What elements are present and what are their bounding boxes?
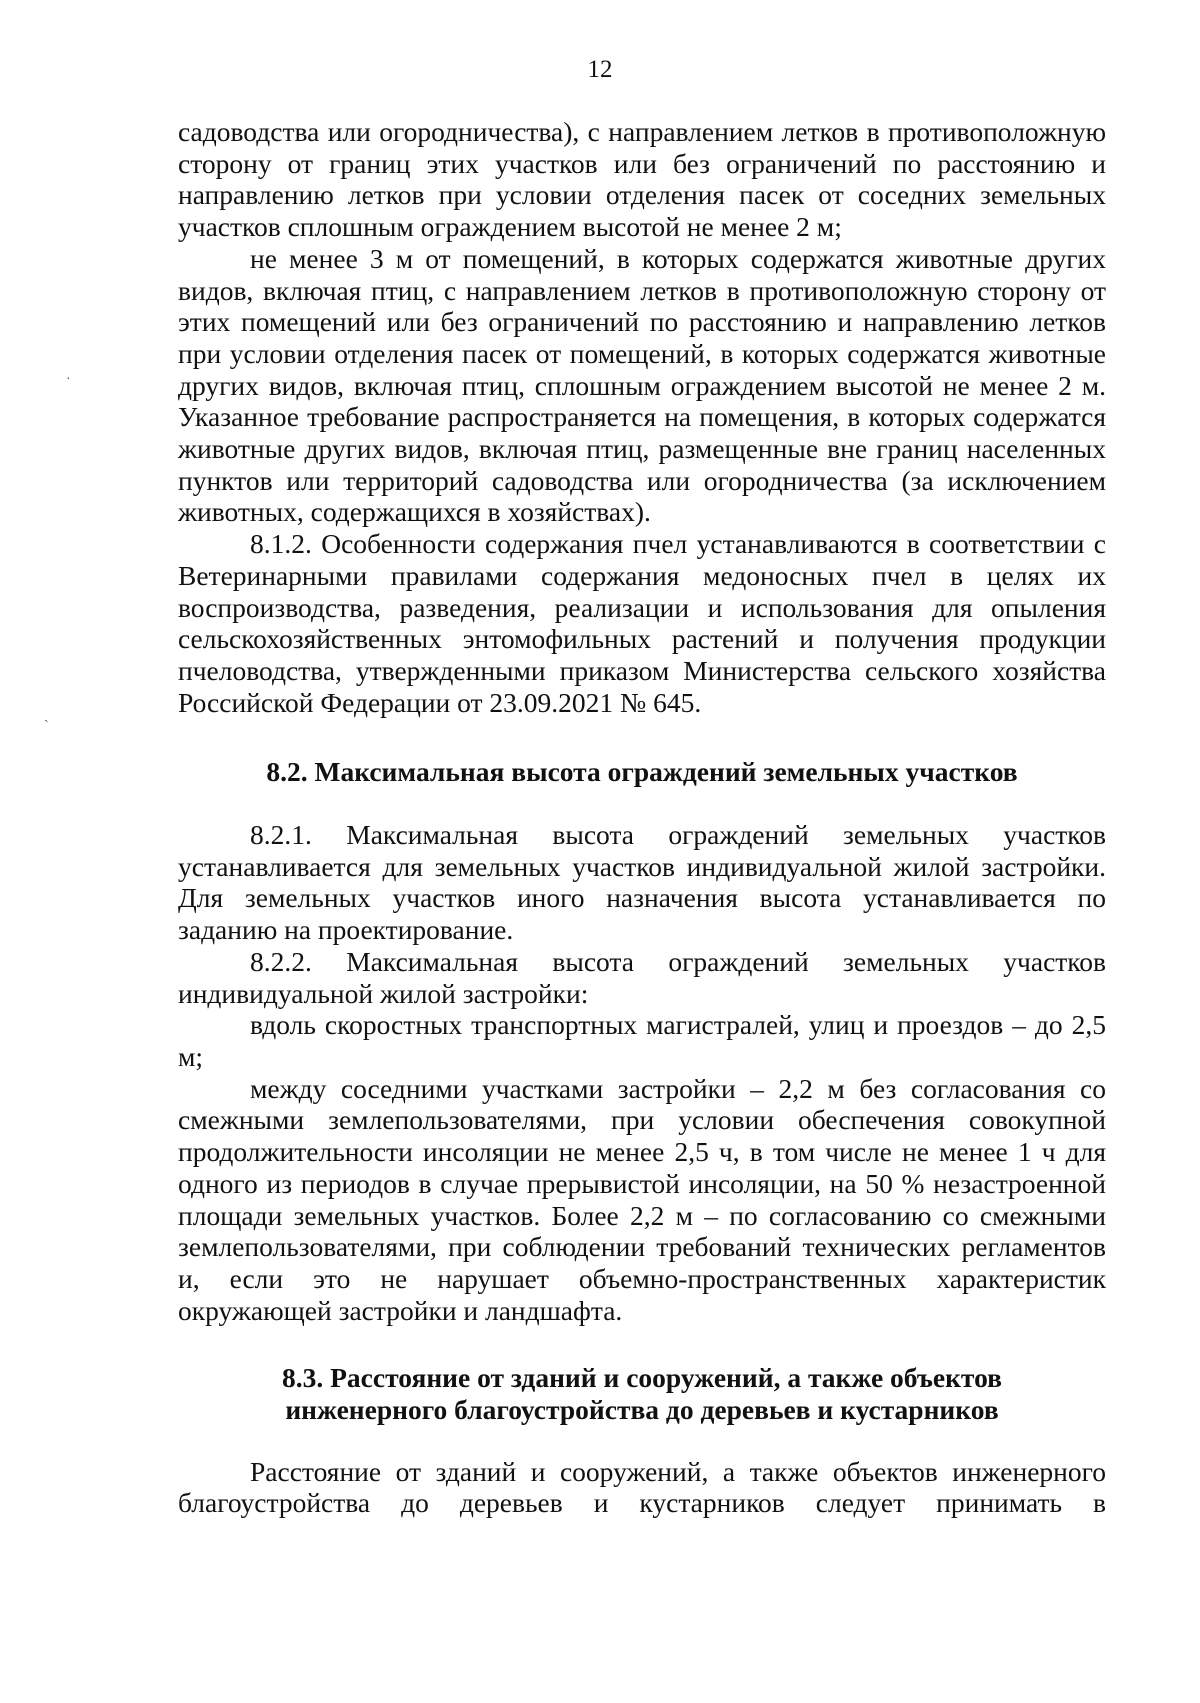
paragraph-along-roads: вдоль скоростных транспортных магистралей, улиц и проездов – до 2,5 м; bbox=[178, 1009, 1106, 1072]
page-number: 12 bbox=[587, 56, 613, 83]
paragraph-continuation: садоводства или огородничества), с направлением летков в противоположную сторону от границ этих участков или без ограничений по расстоянию и направлению летков при условии отделения пасек от соседних земельных участков сплошным ограждением высотой не менее 2 м; bbox=[178, 116, 1106, 243]
section-heading-8-3-line1: 8.3. Расстояние от зданий и сооружений, а также объектов bbox=[282, 1362, 1002, 1394]
section-heading-8-3-line2: инженерного благоустройства до деревьев и кустарников bbox=[285, 1394, 999, 1426]
paragraph-8-2-2: 8.2.2. Максимальная высота ограждений земельных участков индивидуальной жилой застройки: bbox=[178, 945, 1106, 1009]
paragraph-distance-rooms: не менее 3 м от помещений, в которых содержатся животные других видов, включая птиц, с направлением летков в противоположную сторону от этих помещений или без ограничений по расстоянию и направлению летков при условии отделения пасек от помещений, в которых содержатся животные других видов, включая птиц, сплошным ограждением высотой не менее 2 м. Указанное требование распространяется на помещения, в которых содержатся животные других видов, включая птиц, размещенные вне границ населенных пунктов или территорий садоводства или огородничества (за исключением животных, содержащихся в хозяйствах). bbox=[178, 242, 1106, 528]
paragraph-8-3-intro: Расстояние от зданий и сооружений, а также объектов инженерного благоустройства до деревьев и кустарников следует принимать в bbox=[178, 1455, 1106, 1519]
paragraph-between-plots: между соседними участками застройки – 2,2 м без согласования со смежными землепользователями, при условии обеспечения совокупной продолжительности инсоляции не менее 2,5 ч, в том числе не менее 1 ч для одного из периодов в случае прерывистой инсоляции, на 50 % незастроенной площади земельных участков. Более 2,2 м – по согласованию со смежными землепользователями, при соблюдении требований технических регламентов и, если это не нарушает объемно-пространственных характеристик окружающей застройки и ландшафта. bbox=[178, 1072, 1106, 1326]
section-heading-8-2: 8.2. Максимальная высота ограждений земельных участков bbox=[266, 756, 1018, 788]
paragraph-8-1-2: 8.1.2. Особенности содержания пчел устанавливаются в соответствии с Ветеринарными правилами содержания медоносных пчел в целях их воспроизводства, разведения, реализации и использования для опыления сельскохозяйственных энтомофильных растений и получения продукции пчеловодства, утвержденными приказом Министерства сельского хозяйства Российской Федерации от 23.09.2021 № 645. bbox=[178, 528, 1106, 718]
scan-stroke-mark: ˏ bbox=[44, 708, 49, 723]
section-heading-8-3 bbox=[178, 1362, 1106, 1425]
paragraph-8-2-1: 8.2.1. Максимальная высота ограждений земельных участков устанавливается для земельных участков индивидуальной жилой застройки. Для земельных участков иного назначения высота устанавливается по заданию на проектирование. bbox=[178, 819, 1106, 946]
document-body bbox=[178, 116, 1106, 1519]
scan-dot-mark: · bbox=[66, 372, 71, 387]
